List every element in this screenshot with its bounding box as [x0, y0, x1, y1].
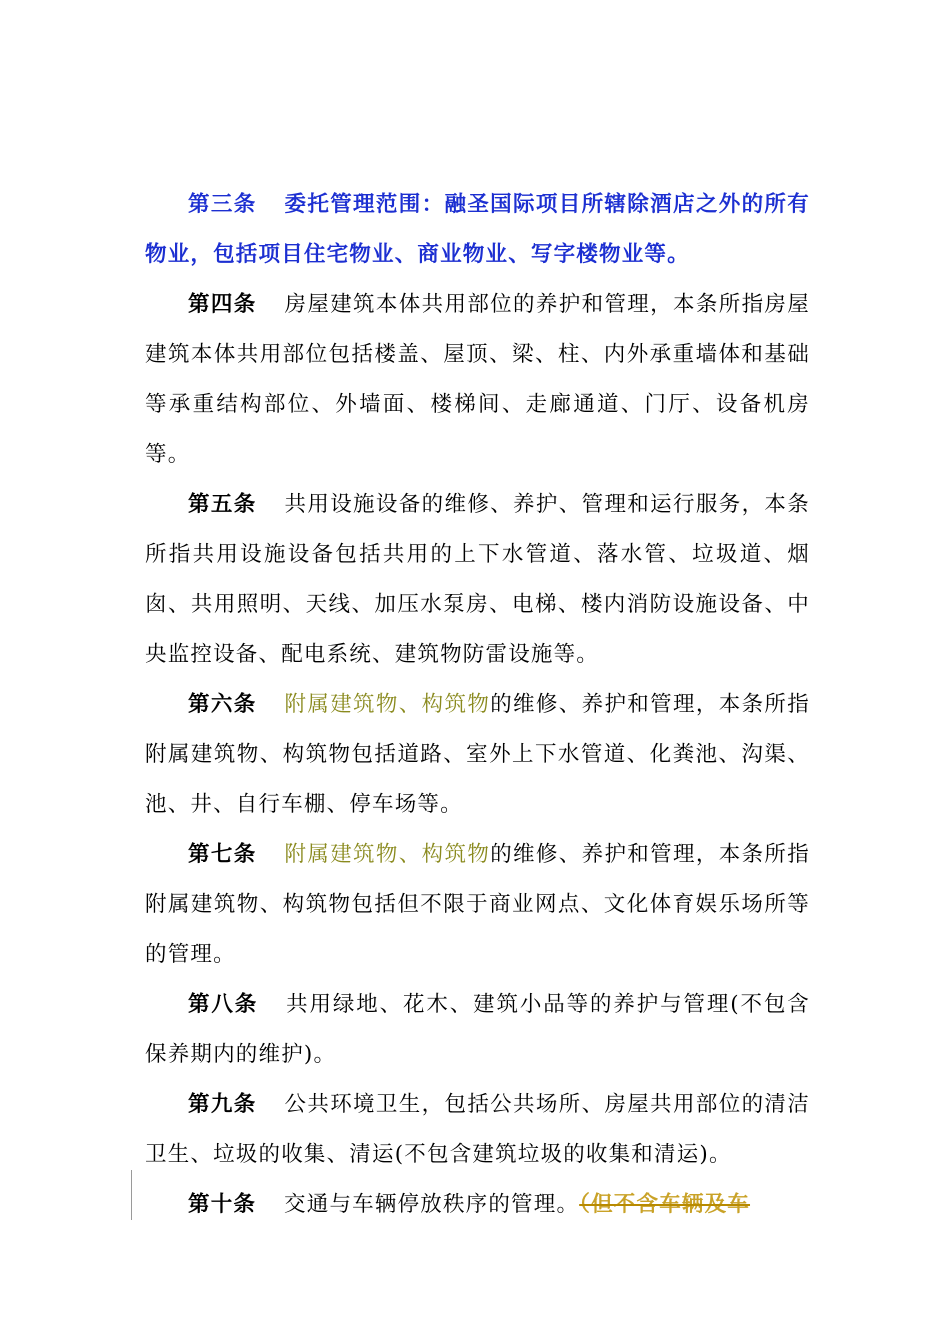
article-7: [145, 830, 810, 980]
article-text: 共用设施设备的维修、养护、管理和运行服务，本条所指共用设施设备包括共用的上下水管道、落水管、垃圾道、烟囱、共用照明、天线、加压水泵房、电梯、楼内消防设施设备、中央监控设备、配电系统、建筑物防雷设施等。: [145, 492, 810, 667]
article-6: [145, 680, 810, 830]
article-number: 第四条: [188, 292, 257, 317]
article-text: 公共环境卫生，包括公共场所、房屋共用部位的清洁卫生、垃圾的收集、清运(不包含建筑垃圾的收集和清运)。: [145, 1092, 810, 1167]
article-number: 第八条: [188, 992, 259, 1017]
highlighted-text: 附属建筑物、构筑物: [284, 842, 491, 867]
highlighted-text: 附属建筑物、构筑物: [284, 692, 491, 717]
article-text: 房屋建筑本体共用部位的养护和管理，本条所指房屋建筑本体共用部位包括楼盖、屋顶、梁、柱、内外承重墙体和基础等承重结构部位、外墙面、楼梯间、走廊通道、门厅、设备机房等。: [145, 292, 810, 467]
article-text: 的维修、养护和管理，本条所指附属建筑物、构筑物包括道路、室外上下水管道、化粪池、沟渠、池、井、自行车棚、停车场等。: [145, 692, 810, 817]
article-number: 第七条: [188, 842, 257, 867]
article-number: 第六条: [188, 692, 257, 717]
article-10: [145, 1180, 810, 1230]
document-body: [145, 180, 810, 1230]
article-number: 第三条: [188, 192, 257, 217]
article-9: [145, 1080, 810, 1180]
change-bar: [131, 1170, 132, 1220]
article-5: [145, 480, 810, 680]
article-text: 委托管理范围：融圣国际项目所辖除酒店之外的所有物业，包括项目住宅物业、商业物业、写字楼物业等。: [145, 192, 810, 267]
article-3: [145, 180, 810, 280]
article-4: [145, 280, 810, 480]
article-number: 第十条: [188, 1192, 257, 1217]
article-text: 交通与车辆停放秩序的管理。: [284, 1192, 580, 1217]
article-text: 共用绿地、花木、建筑小品等的养护与管理(不包含保养期内的维护)。: [145, 992, 810, 1067]
article-number: 第九条: [188, 1092, 257, 1117]
deleted-text: （但不含车辆及车: [579, 1192, 751, 1217]
article-number: 第五条: [188, 492, 257, 517]
article-text: 的维修、养护和管理，本条所指附属建筑物、构筑物包括但不限于商业网点、文化体育娱乐场所等的管理。: [145, 842, 810, 967]
article-8: [145, 980, 810, 1080]
